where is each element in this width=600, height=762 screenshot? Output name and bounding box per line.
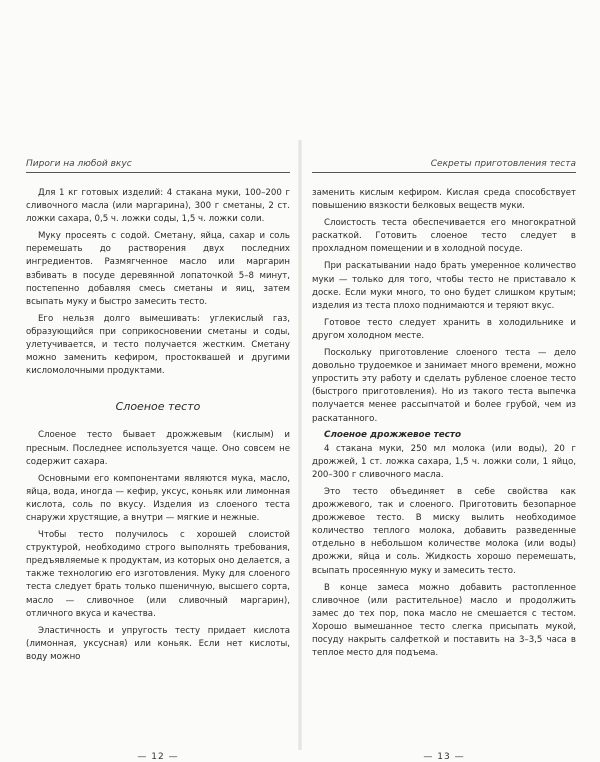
paragraph: Слоеное тесто бывает дрожжевым (кислым) и пресным. Последнее используется чаще. Оно совсем не содержит сахара. (26, 430, 290, 467)
paragraph: В конце замеса можно добавить растопленное сливочное (или растительное) масло и продолжить замес до тех пор, пока масло не смешается с тестом. Хорошо вымешанное тесто слегка присыпать мукой, посуду накрыть салфеткой и поставить на 3–3,5 часа в теплое место для подъема. (312, 582, 576, 659)
paragraph: Основными его компонентами являются мука, масло, яйца, вода, иногда — кефир, уксус, коньяк или лимонная кислота, соль по вкусу. Изделия из слоеного теста снаружи хрустящие, а внутри — мягкие и нежные. (26, 473, 290, 523)
paragraph: При раскатывании надо брать умеренное количество муки — только для того, чтобы тесто не приставало к доске. Если муки много, то оно будет слишком крутым; изделия из теста плохо поднимаются и теряют вкус. (312, 261, 576, 311)
paragraph: Для 1 кг готовых изделий: 4 стакана муки, 100–200 г сливочного масла (или маргарина), 300 г сметаны, 2 ст. ложки сахара, 0,5 ч. ложки соды, 1,5 ч. ложки соли. (26, 188, 290, 225)
subheading: Слоеное дрожжевое тесто (324, 429, 462, 440)
paragraph: заменить кислым кефиром. Кислая среда способствует повышению вязкости белковых веществ муки. (312, 188, 576, 212)
paragraph: Его нельзя долго вымешивать: углекислый газ, образующийся при соприкосновении сметаны и соды, улетучивается, и тесто получается жестким. Сметану можно заменить кефиром, простоквашей и другими кисломолочными продуктами. (26, 313, 290, 377)
paragraph: Муку просеять с содой. Сметану, яйца, сахар и соль перемешать до растворения двух последних ингредиентов. Размягченное масло или маргарин взбивать в посуде деревянной лопаточкой 5–8 минут, постепенно добавляя смесь сметаны и яиц, затем всыпать муку и быстро замесить тесто. (26, 231, 290, 307)
left-page (26, 158, 290, 762)
right-running-head: Секреты приготовления теста (312, 158, 576, 173)
paragraph: Это тесто объединяет в себе свойства как дрожжевого, так и слоеного. Приготовить безопарное дрожжевое тесто. В миску вылить необходимое количество теплого молока, добавить разведенные отдельно в небольшом количестве молока (или воды) дрожжи, яйца и соль. Жидкость хорошо перемешать, всыпать просеянную муку и замесить тесто. (312, 486, 576, 576)
right-page-number: — 13 — (423, 752, 465, 762)
book-gutter (298, 140, 302, 750)
paragraph: Эластичность и упругость тесту придает кислота (лимонная, уксусная) или коньяк. Если нет кислоты, воду можно (26, 625, 290, 662)
left-page-body (26, 187, 290, 664)
left-running-head: Пироги на любой вкус (26, 158, 290, 173)
section-title: Слоеное тесто (115, 400, 201, 414)
paragraph: Слоистость теста обеспечивается его многократной раскаткой. Готовить слоеное тесто следует в прохладном помещении и в холодной посуде. (312, 218, 576, 255)
paragraph: Чтобы тесто получилось с хорошей слоистой структурой, необходимо строго выполнять требования, предъявляемые к продуктам, из которых оно делается, а также технологию его изготовления. Муку для слоеного теста следует брать только пшеничную, высшего сорта, масло — сливочное (или сливочный маргарин), отличного вкуса и качества. (26, 530, 290, 619)
right-page-body (312, 187, 576, 660)
paragraph: Готовое тесто следует хранить в холодильнике и другом холодном месте. (312, 317, 576, 341)
paragraph: 4 стакана муки, 250 мл молока (или воды), 20 г дрожжей, 1 ст. ложка сахара, 1,5 ч. ложки соли, 1 яйцо, 200–300 г сливочного масла. (312, 443, 576, 480)
right-page (312, 158, 576, 762)
left-page-number: — 12 — (137, 752, 179, 762)
paragraph: Поскольку приготовление слоеного теста — дело довольно трудоемкое и занимает много времени, можно упростить эту работу и сделать рубленое слоеное тесто (быстрого приготовления). Но из такого теста выпечка получается менее рассыпчатой и более грубой, чем из раскатанного. (312, 348, 576, 424)
